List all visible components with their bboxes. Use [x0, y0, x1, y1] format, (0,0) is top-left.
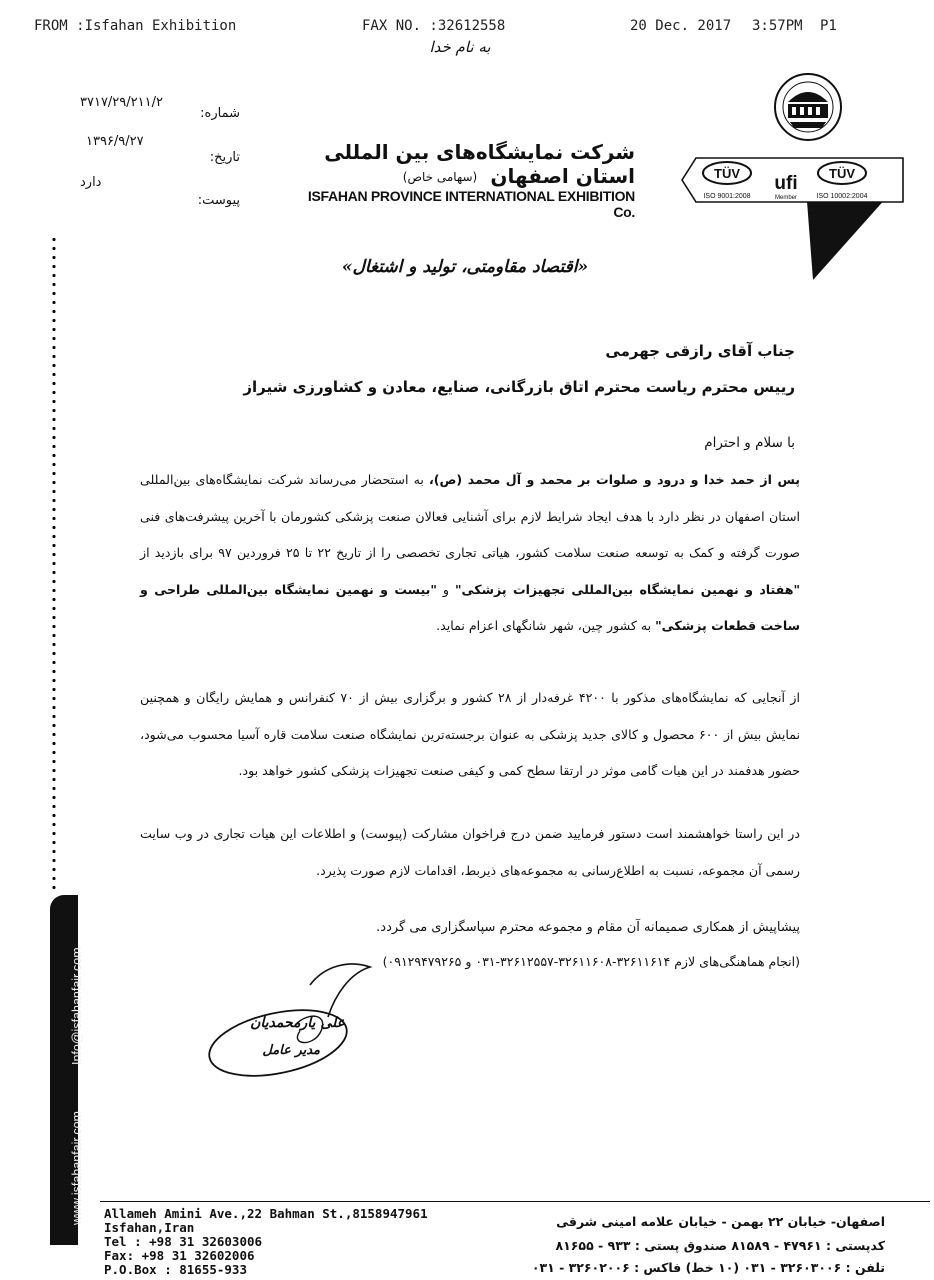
slogan: «اقتصاد مقاومتی، تولید و اشتغال»	[341, 257, 589, 277]
fax-date: 20 Dec. 2017	[630, 18, 732, 34]
footer-address-en: Allameh Amini Ave.,22 Bahman St.,8158947961	[104, 1206, 428, 1221]
closing-line: پیشاپیش از همکاری صمیمانه آن مقام و مجموعه محترم سپاسگزاری می گردد.	[376, 920, 800, 935]
paragraph-1-end: به کشور چین، شهر شانگهای اعزام نماید.	[436, 618, 656, 634]
company-logo	[670, 70, 920, 285]
fax-from: FROM :Isfahan Exhibition	[34, 18, 237, 34]
tuv-left-text: TÜV	[714, 166, 740, 181]
company-name-en: ISFAHAN PROVINCE INTERNATIONAL EXHIBITION Co.	[307, 188, 635, 220]
fax-number: FAX NO. :32612558	[362, 18, 506, 34]
footer-tel-en: Tel : +98 31 32603006	[104, 1234, 263, 1249]
footer-address-fa: اصفهان- خیابان ۲۲ بهمن - خیابان علامه امینی شرقی	[556, 1214, 885, 1229]
fax-page: P1	[820, 18, 837, 34]
ufi-member-text: Member	[774, 195, 798, 201]
paragraph-1-text: به استحضار می‌رساند شرکت نمایشگاه‌های بین‌المللی استان اصفهان در نظر دارد با هدف ایجاد شرایط لازم برای آشنایی فعالان صنعت پزشکی کشورمان با آخرین پیشرفت‌های فنی صورت گرفته و کمک به توسعه صنعت سلامت کشور، هیاتی تجاری تخصصی را از تاریخ ۲۲ تا ۲۵ فروردین ۹۷ برای بازدید از	[140, 472, 800, 561]
footer-fax-en: Fax: +98 31 32602006	[104, 1248, 255, 1263]
tuv-right-standard: ISO 10002:2004	[816, 193, 868, 200]
ufi-text: ufi	[774, 173, 798, 194]
dotted-margin-line	[52, 235, 56, 890]
exhibition-2-name: "بیست و نهمین نمایشگاه بین‌المللی طراحی و ساخت قطعات پزشکی"	[140, 581, 800, 634]
attachment-value: دارد	[80, 175, 102, 190]
footer-phone-fa: تلفن : ۳۲۶۰۳۰۰۶ - ۰۳۱ (۱۰ خط) فاکس : ۳۲۶۰۲۰۰۶ - ۰۳۱	[531, 1260, 885, 1275]
number-label: شماره:	[200, 106, 240, 121]
recipient-name: جناب آقای رازقی جهرمی	[605, 342, 795, 360]
paragraph-1-and: و	[436, 581, 455, 597]
attachment-label: پیوست:	[197, 193, 240, 208]
footer-postal-fa: کدپستی : ۴۷۹۶۱ - ۸۱۵۸۹ صندوق پستی : ۹۳۳ - ۸۱۶۵۵	[555, 1238, 885, 1253]
company-type: (سهامی خاص)	[402, 170, 478, 184]
praise-phrase: پس از حمد خدا و درود و صلوات بر محمد و آل محمد (ص)،	[428, 472, 800, 487]
footer-divider	[100, 1201, 930, 1202]
recipient-title: رییس محترم ریاست محترم اتاق بازرگانی، صنایع، معادن و کشاورزی شیراز	[243, 378, 795, 396]
fax-time: 3:57PM	[752, 18, 803, 34]
tuv-right-text: TÜV	[829, 166, 855, 181]
exhibition-emblem-icon	[775, 74, 841, 140]
exhibition-1-name: "هفتاد و نهمین نمایشگاه بین‌المللی تجهیزات پزشکی"	[455, 581, 801, 597]
paragraph-1	[140, 462, 800, 645]
side-website[interactable]: www.isfahanfair.com	[70, 1111, 84, 1225]
coordination-contact: (انجام هماهنگی‌های لازم ۳۲۶۱۱۶۱۴-۳۲۶۱۱۶۰۸-۳۲۶۱۲۵۵۷-۰۳۱ و ۰۹۱۲۹۴۷۹۲۶۵)	[382, 954, 800, 969]
signatory-name: علی یارمحمدیان	[250, 1015, 345, 1031]
paragraph-2: از آنجایی که نمایشگاه‌های مذکور با ۴۲۰۰ غرفه‌دار از ۲۸ کشور و برگزاری بیش از ۷۰ کنفرانس و همایش رایگان و همچنین نمایش بیش از ۶۰۰ محصول و کالای جدید پزشکی به عنوان برجسته‌ترین نمایشگاه صنعت سلامت قاره آسیا محسوب می‌شود، حضور هدفمند در این هیات گامی موثر در ارتقا سطح کمی و کیفی صنعت تجهیزات پزشکی کشور خواهد بود.	[140, 690, 800, 779]
ufi-badge	[774, 173, 797, 201]
footer-pobox-en: P.O.Box : 81655-933	[104, 1262, 247, 1277]
paragraph-3: در این راستا خواهشمند است دستور فرمایید ضمن درج فراخوان مشارکت (پیوست) و اطلاعات این هیات تجاری در وب سایت رسمی آن مجموعه، نسبت به اطلاع‌رسانی به مجموعه‌های ذیربط، اقدامات لازم صورت پذیرد.	[140, 826, 800, 878]
greeting: با سلام و احترام	[704, 435, 795, 451]
fax-header	[0, 18, 934, 38]
number-value: ۳۷۱۷/۲۹/۲۱۱/۲	[80, 95, 163, 110]
date-value: ۱۳۹۶/۹/۲۷	[86, 134, 144, 149]
date-label: تاریخ:	[209, 150, 240, 165]
tuv-left-standard: ISO 9001:2008	[703, 193, 751, 200]
footer-city-en: Isfahan,Iran	[104, 1220, 195, 1235]
signatory-title: مدیر عامل	[262, 1043, 320, 1058]
basmala: به نام خدا	[429, 38, 491, 56]
side-email[interactable]: Info@isfahanfair.com	[70, 947, 84, 1065]
company-name-fa: شرکت نمایشگاه‌های بین المللی استان اصفهان	[324, 140, 635, 188]
